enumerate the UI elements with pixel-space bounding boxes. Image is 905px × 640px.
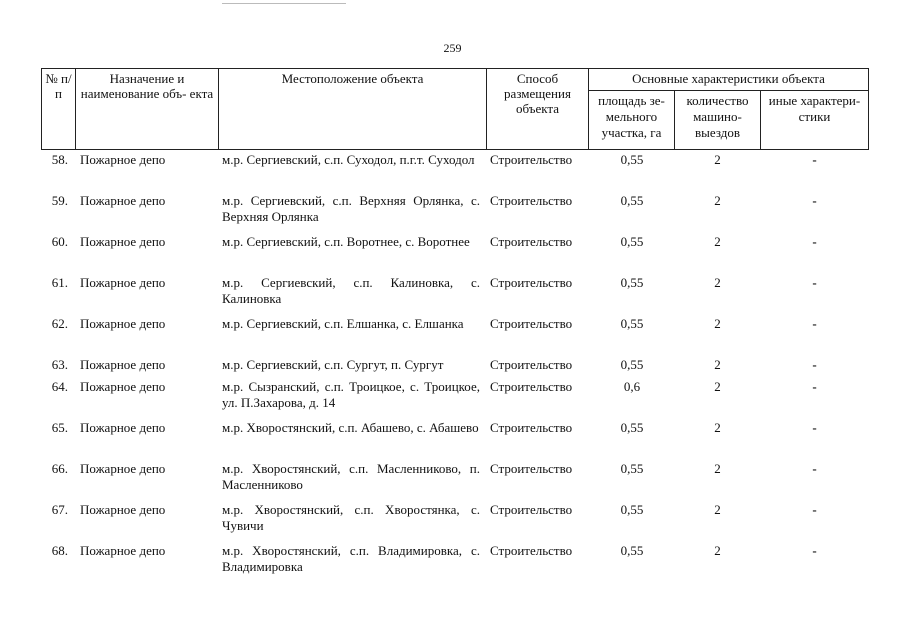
table-row: [41, 420, 869, 461]
row-other: -: [812, 275, 817, 290]
row-other: -: [812, 357, 817, 372]
row-location: м.р. Сергиевский, с.п. Суходол, п.г.т. Суходол: [222, 152, 475, 167]
header-characteristics: Основные характеристики объекта: [589, 69, 868, 91]
row-method: Строительство: [490, 502, 573, 517]
row-num: 61.: [51, 275, 68, 290]
table-row: [41, 461, 869, 502]
row-area: 0,6: [623, 379, 641, 394]
row-location: м.р. Сергиевский, с.п. Воротнее, с. Воротнее: [222, 234, 470, 249]
row-location: м.р. Сергиевский, с.п. Елшанка, с. Елшанка: [222, 316, 464, 331]
row-num: 62.: [51, 316, 68, 331]
header-other: иные характери- стики: [768, 93, 861, 124]
row-name: Пожарное депо: [80, 420, 166, 435]
row-exits: 2: [714, 234, 721, 249]
row-location: м.р. Сызранский, с.п. Троицкое, с. Троицкое, ул. П.Захарова, д. 14: [222, 379, 480, 410]
row-num: 59.: [51, 193, 68, 208]
row-other: -: [812, 379, 817, 394]
row-name: Пожарное депо: [80, 379, 166, 394]
row-name: Пожарное депо: [80, 152, 166, 167]
row-other: -: [812, 234, 817, 249]
row-other: -: [812, 420, 817, 435]
page-number: 259: [443, 41, 462, 55]
row-method: Строительство: [490, 152, 573, 167]
table-row: [41, 543, 869, 584]
table-header: [41, 68, 869, 150]
row-name: Пожарное депо: [80, 502, 166, 517]
row-location: м.р. Хворостянский, с.п. Масленниково, п. Масленниково: [222, 461, 480, 492]
row-method: Строительство: [490, 357, 573, 372]
row-method: Строительство: [490, 275, 573, 290]
row-method: Строительство: [490, 316, 573, 331]
row-other: -: [812, 193, 817, 208]
table-row: [41, 316, 869, 357]
row-exits: 2: [714, 502, 721, 517]
row-area: 0,55: [620, 152, 644, 167]
row-exits: 2: [714, 193, 721, 208]
row-num: 58.: [51, 152, 68, 167]
header-area: площадь зе- мельного участка, га: [589, 91, 675, 149]
table-row: [41, 502, 869, 543]
table-row: [41, 357, 869, 379]
row-exits: 2: [714, 152, 721, 167]
row-exits: 2: [714, 543, 721, 558]
row-area: 0,55: [620, 316, 644, 331]
row-other: -: [812, 543, 817, 558]
header-characteristics-group: [589, 69, 868, 149]
row-exits: 2: [714, 316, 721, 331]
row-name: Пожарное депо: [80, 461, 166, 476]
table-row: [41, 275, 869, 316]
row-area: 0,55: [620, 461, 644, 476]
row-method: Строительство: [490, 461, 573, 476]
row-name: Пожарное депо: [80, 543, 166, 558]
row-exits: 2: [714, 357, 721, 372]
header-method: Способ размещения объекта: [487, 69, 589, 149]
row-num: 67.: [51, 502, 68, 517]
row-num: 65.: [51, 420, 68, 435]
row-location: м.р. Сергиевский, с.п. Калиновка, с. Калиновка: [222, 275, 480, 306]
row-num: 60.: [51, 234, 68, 249]
row-exits: 2: [714, 379, 721, 394]
row-location: м.р. Хворостянский, с.п. Владимировка, с. Владимировка: [222, 543, 480, 574]
row-name: Пожарное депо: [80, 275, 166, 290]
row-area: 0,55: [620, 234, 644, 249]
row-location: м.р. Сергиевский, с.п. Верхняя Орлянка, с. Верхняя Орлянка: [222, 193, 480, 224]
row-num: 63.: [51, 357, 68, 372]
table-row: [41, 379, 869, 420]
row-num: 66.: [51, 461, 68, 476]
row-name: Пожарное депо: [80, 193, 166, 208]
row-other: -: [812, 502, 817, 517]
row-area: 0,55: [620, 357, 644, 372]
row-location: м.р. Сергиевский, с.п. Сургут, п. Сургут: [222, 357, 444, 372]
row-area: 0,55: [620, 193, 644, 208]
row-location: м.р. Хворостянский, с.п. Хворостянка, с. Чувичи: [222, 502, 480, 533]
row-method: Строительство: [490, 193, 573, 208]
row-method: Строительство: [490, 420, 573, 435]
row-area: 0,55: [620, 543, 644, 558]
row-area: 0,55: [620, 275, 644, 290]
row-num: 64.: [51, 379, 68, 394]
table-row: [41, 234, 869, 275]
header-exits: количество машино- выездов: [675, 91, 761, 149]
row-location: м.р. Хворостянский, с.п. Абашево, с. Абашево: [222, 420, 479, 435]
row-area: 0,55: [620, 502, 644, 517]
row-area: 0,55: [620, 420, 644, 435]
row-other: -: [812, 461, 817, 476]
row-other: -: [812, 152, 817, 167]
table-row: [41, 152, 869, 193]
row-method: Строительство: [490, 379, 573, 394]
header-num: № п/п: [42, 69, 76, 149]
row-name: Пожарное депо: [80, 316, 166, 331]
row-num: 68.: [51, 543, 68, 558]
table-row: [41, 193, 869, 234]
row-exits: 2: [714, 420, 721, 435]
row-method: Строительство: [490, 543, 573, 558]
row-name: Пожарное депо: [80, 357, 166, 372]
row-method: Строительство: [490, 234, 573, 249]
header-name: Назначение и наименование объ- екта: [76, 69, 219, 149]
row-exits: 2: [714, 461, 721, 476]
row-name: Пожарное депо: [80, 234, 166, 249]
scan-artifact-line: [222, 3, 346, 4]
row-exits: 2: [714, 275, 721, 290]
row-other: -: [812, 316, 817, 331]
header-location: Местоположение объекта: [219, 69, 487, 149]
table-body: [41, 152, 869, 584]
